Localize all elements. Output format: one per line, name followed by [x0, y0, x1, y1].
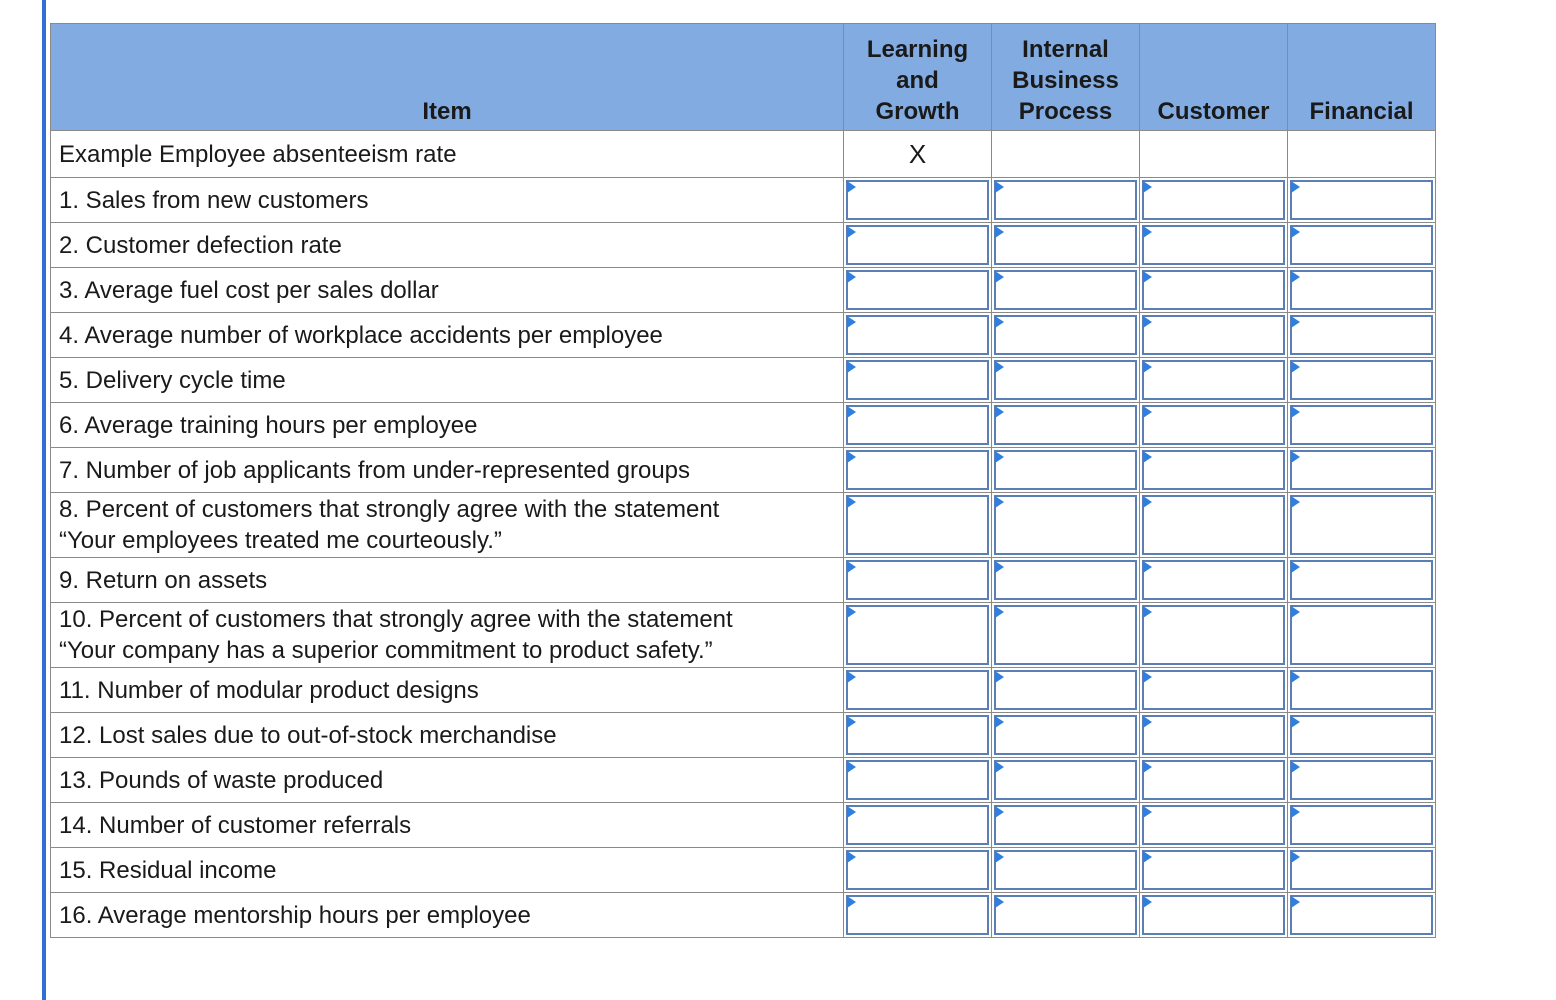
table-row [51, 493, 1436, 558]
item-label-line: 3. Average fuel cost per sales dollar [59, 276, 439, 304]
item-label [51, 848, 844, 893]
dropdown-marker-icon [847, 851, 856, 863]
dropdown-marker-icon [995, 561, 1004, 573]
dropdown-marker-icon [1143, 181, 1152, 193]
example-row-financial-empty [1288, 131, 1436, 178]
item-label [51, 803, 844, 848]
table-body [51, 131, 1436, 938]
dropdown-marker-icon [995, 226, 1004, 238]
dropdown-input-internal[interactable] [994, 405, 1137, 445]
header-learning-line-1: Learning [866, 36, 969, 63]
dropdown-marker-icon [1291, 271, 1300, 283]
cell-financial [1288, 268, 1436, 313]
dropdown-input-internal[interactable] [994, 180, 1137, 220]
dropdown-marker-icon [1291, 316, 1300, 328]
table-row [51, 603, 1436, 668]
header-financial: Financial [1288, 24, 1436, 131]
cell-internal [992, 848, 1140, 893]
cell-learning [844, 758, 992, 803]
item-label [51, 223, 844, 268]
header-learning-and-growth [844, 24, 992, 131]
dropdown-marker-icon [995, 806, 1004, 818]
dropdown-input-customer[interactable] [1142, 405, 1285, 445]
cell-internal [992, 713, 1140, 758]
dropdown-marker-icon [1143, 496, 1152, 508]
dropdown-input-customer[interactable] [1142, 805, 1285, 845]
cell-learning [844, 893, 992, 938]
cell-internal [992, 603, 1140, 668]
cell-customer [1140, 358, 1288, 403]
dropdown-input-learning[interactable] [846, 225, 989, 265]
dropdown-marker-icon [1143, 761, 1152, 773]
example-row-customer-empty [1140, 131, 1288, 178]
item-label-line: “Your employees treated me courteously.” [59, 527, 502, 554]
dropdown-marker-icon [847, 226, 856, 238]
cell-internal [992, 668, 1140, 713]
item-label [51, 403, 844, 448]
cell-customer [1140, 448, 1288, 493]
table-row [51, 358, 1436, 403]
dropdown-input-financial[interactable] [1290, 225, 1433, 265]
example-row-label: Example Employee absenteeism rate [51, 131, 844, 178]
dropdown-marker-icon [995, 316, 1004, 328]
dropdown-input-learning[interactable] [846, 560, 989, 600]
header-internal-line-1: Internal [1022, 36, 1109, 63]
dropdown-marker-icon [995, 851, 1004, 863]
cell-customer [1140, 803, 1288, 848]
dropdown-input-customer[interactable] [1142, 360, 1285, 400]
item-label-line: 10. Percent of customers that strongly agree with the statement [59, 606, 733, 633]
example-row-learning-mark: X [844, 131, 992, 178]
dropdown-input-internal[interactable] [994, 560, 1137, 600]
item-label-line: 16. Average mentorship hours per employee [59, 901, 531, 929]
dropdown-input-customer[interactable] [1142, 850, 1285, 890]
cell-internal [992, 893, 1140, 938]
dropdown-marker-icon [1291, 606, 1300, 618]
dropdown-marker-icon [847, 716, 856, 728]
dropdown-input-customer[interactable] [1142, 670, 1285, 710]
table-row [51, 313, 1436, 358]
dropdown-marker-icon [847, 406, 856, 418]
dropdown-marker-icon [995, 451, 1004, 463]
dropdown-input-internal[interactable] [994, 225, 1137, 265]
dropdown-input-learning[interactable] [846, 405, 989, 445]
item-label [51, 493, 844, 558]
dropdown-input-customer[interactable] [1142, 270, 1285, 310]
item-label [51, 358, 844, 403]
dropdown-marker-icon [847, 271, 856, 283]
dropdown-marker-icon [1143, 561, 1152, 573]
cell-financial [1288, 448, 1436, 493]
cell-learning [844, 178, 992, 223]
table-row [51, 178, 1436, 223]
cell-financial [1288, 803, 1436, 848]
dropdown-marker-icon [995, 271, 1004, 283]
cell-financial [1288, 358, 1436, 403]
item-label [51, 558, 844, 603]
dropdown-marker-icon [1143, 606, 1152, 618]
cell-financial [1288, 713, 1436, 758]
dropdown-input-learning[interactable] [846, 270, 989, 310]
item-label [51, 893, 844, 938]
cell-customer [1140, 403, 1288, 448]
item-label-line: 15. Residual income [59, 856, 277, 884]
dropdown-input-learning[interactable] [846, 360, 989, 400]
dropdown-marker-icon [847, 496, 856, 508]
example-row [51, 131, 1436, 178]
cell-financial [1288, 603, 1436, 668]
cell-learning [844, 403, 992, 448]
dropdown-input-learning[interactable] [846, 895, 989, 935]
cell-internal [992, 178, 1140, 223]
dropdown-input-financial[interactable] [1290, 805, 1433, 845]
cell-financial [1288, 493, 1436, 558]
item-label-line: 1. Sales from new customers [59, 186, 369, 214]
cell-learning [844, 603, 992, 668]
cell-customer [1140, 668, 1288, 713]
dropdown-marker-icon [995, 671, 1004, 683]
cell-learning [844, 313, 992, 358]
cell-financial [1288, 668, 1436, 713]
dropdown-marker-icon [1143, 316, 1152, 328]
table-row [51, 448, 1436, 493]
cell-financial [1288, 313, 1436, 358]
cell-internal [992, 223, 1140, 268]
dropdown-input-customer[interactable] [1142, 760, 1285, 800]
dropdown-marker-icon [1291, 761, 1300, 773]
table-row [51, 268, 1436, 313]
cell-customer [1140, 178, 1288, 223]
dropdown-input-internal[interactable] [994, 450, 1137, 490]
dropdown-marker-icon [1291, 671, 1300, 683]
dropdown-input-financial[interactable] [1290, 180, 1433, 220]
dropdown-marker-icon [847, 806, 856, 818]
cell-financial [1288, 893, 1436, 938]
dropdown-input-financial[interactable] [1290, 495, 1433, 555]
dropdown-input-internal[interactable] [994, 850, 1137, 890]
dropdown-marker-icon [1291, 406, 1300, 418]
item-label [51, 713, 844, 758]
header-learning-line-2: and [896, 67, 939, 94]
dropdown-marker-icon [1143, 851, 1152, 863]
table-row [51, 848, 1436, 893]
header-item: Item [51, 24, 844, 131]
dropdown-marker-icon [1143, 451, 1152, 463]
dropdown-input-financial[interactable] [1290, 270, 1433, 310]
dropdown-input-internal[interactable] [994, 760, 1137, 800]
dropdown-input-financial[interactable] [1290, 760, 1433, 800]
dropdown-marker-icon [995, 896, 1004, 908]
item-label [51, 448, 844, 493]
cell-financial [1288, 223, 1436, 268]
cell-customer [1140, 558, 1288, 603]
table-row [51, 758, 1436, 803]
dropdown-marker-icon [1291, 806, 1300, 818]
dropdown-marker-icon [1291, 716, 1300, 728]
table-header [51, 24, 1436, 131]
dropdown-marker-icon [995, 496, 1004, 508]
cell-learning [844, 558, 992, 603]
dropdown-input-learning[interactable] [846, 450, 989, 490]
dropdown-marker-icon [1143, 896, 1152, 908]
item-label [51, 313, 844, 358]
dropdown-marker-icon [995, 716, 1004, 728]
dropdown-input-internal[interactable] [994, 360, 1137, 400]
dropdown-input-learning[interactable] [846, 850, 989, 890]
dropdown-input-internal[interactable] [994, 805, 1137, 845]
dropdown-marker-icon [847, 561, 856, 573]
dropdown-input-customer[interactable] [1142, 315, 1285, 355]
cell-internal [992, 268, 1140, 313]
table-row [51, 713, 1436, 758]
cell-customer [1140, 603, 1288, 668]
item-label [51, 758, 844, 803]
dropdown-input-customer[interactable] [1142, 715, 1285, 755]
cell-learning [844, 848, 992, 893]
dropdown-input-financial[interactable] [1290, 405, 1433, 445]
table-row [51, 223, 1436, 268]
table-row [51, 668, 1436, 713]
dropdown-input-internal[interactable] [994, 315, 1137, 355]
cell-internal [992, 558, 1140, 603]
cell-internal [992, 313, 1140, 358]
dropdown-input-internal[interactable] [994, 670, 1137, 710]
item-label-line: 11. Number of modular product designs [59, 676, 479, 704]
dropdown-marker-icon [1291, 896, 1300, 908]
cell-learning [844, 223, 992, 268]
dropdown-marker-icon [847, 606, 856, 618]
dropdown-input-internal[interactable] [994, 605, 1137, 665]
item-label-line: 4. Average number of workplace accidents per employee [59, 321, 663, 349]
cell-internal [992, 803, 1140, 848]
dropdown-input-financial[interactable] [1290, 360, 1433, 400]
dropdown-marker-icon [995, 761, 1004, 773]
cell-financial [1288, 558, 1436, 603]
dropdown-marker-icon [1143, 671, 1152, 683]
cell-customer [1140, 758, 1288, 803]
dropdown-marker-icon [1143, 226, 1152, 238]
cell-financial [1288, 758, 1436, 803]
item-label-line: 6. Average training hours per employee [59, 411, 478, 439]
header-internal-business-process [992, 24, 1140, 131]
dropdown-marker-icon [1291, 851, 1300, 863]
item-label-line: “Your company has a superior commitment to product safety.” [59, 637, 713, 664]
cell-customer [1140, 893, 1288, 938]
dropdown-marker-icon [1143, 406, 1152, 418]
cell-customer [1140, 313, 1288, 358]
dropdown-marker-icon [1143, 806, 1152, 818]
table-row [51, 803, 1436, 848]
cell-financial [1288, 178, 1436, 223]
dropdown-input-customer[interactable] [1142, 225, 1285, 265]
dropdown-input-customer[interactable] [1142, 560, 1285, 600]
dropdown-input-financial[interactable] [1290, 315, 1433, 355]
dropdown-input-customer[interactable] [1142, 180, 1285, 220]
dropdown-marker-icon [1143, 361, 1152, 373]
cell-customer [1140, 493, 1288, 558]
left-accent-bar [42, 0, 46, 1000]
cell-internal [992, 358, 1140, 403]
dropdown-marker-icon [1291, 361, 1300, 373]
dropdown-input-learning[interactable] [846, 805, 989, 845]
dropdown-input-financial[interactable] [1290, 850, 1433, 890]
cell-internal [992, 758, 1140, 803]
dropdown-input-internal[interactable] [994, 895, 1137, 935]
dropdown-input-learning[interactable] [846, 495, 989, 555]
dropdown-marker-icon [1291, 496, 1300, 508]
item-label-line: 13. Pounds of waste produced [59, 766, 384, 794]
dropdown-marker-icon [995, 606, 1004, 618]
dropdown-marker-icon [847, 316, 856, 328]
item-label [51, 178, 844, 223]
dropdown-input-financial[interactable] [1290, 715, 1433, 755]
dropdown-input-learning[interactable] [846, 180, 989, 220]
cell-financial [1288, 403, 1436, 448]
header-internal-line-3: Process [1018, 98, 1113, 125]
dropdown-input-financial[interactable] [1290, 450, 1433, 490]
dropdown-marker-icon [847, 361, 856, 373]
item-label-line: 9. Return on assets [59, 566, 268, 594]
balanced-scorecard-table [50, 23, 1436, 938]
dropdown-marker-icon [1291, 561, 1300, 573]
dropdown-marker-icon [995, 361, 1004, 373]
cell-financial [1288, 848, 1436, 893]
example-row-internal-empty [992, 131, 1140, 178]
item-label-line: 12. Lost sales due to out-of-stock merchandise [59, 721, 557, 749]
header-customer: Customer [1140, 24, 1288, 131]
dropdown-input-internal[interactable] [994, 715, 1137, 755]
cell-learning [844, 668, 992, 713]
cell-learning [844, 358, 992, 403]
dropdown-input-financial[interactable] [1290, 560, 1433, 600]
dropdown-marker-icon [1291, 181, 1300, 193]
dropdown-input-learning[interactable] [846, 670, 989, 710]
cell-learning [844, 448, 992, 493]
dropdown-input-customer[interactable] [1142, 605, 1285, 665]
dropdown-marker-icon [1291, 226, 1300, 238]
header-internal-line-2: Business [1012, 67, 1119, 94]
item-label-line: 14. Number of customer referrals [59, 811, 412, 839]
dropdown-input-learning[interactable] [846, 605, 989, 665]
dropdown-marker-icon [847, 671, 856, 683]
header-learning-line-3: Growth [875, 98, 960, 125]
cell-internal [992, 448, 1140, 493]
dropdown-input-learning[interactable] [846, 715, 989, 755]
dropdown-marker-icon [995, 406, 1004, 418]
dropdown-input-learning[interactable] [846, 315, 989, 355]
cell-internal [992, 493, 1140, 558]
table-row [51, 893, 1436, 938]
dropdown-input-learning[interactable] [846, 760, 989, 800]
dropdown-input-internal[interactable] [994, 495, 1137, 555]
dropdown-marker-icon [1143, 271, 1152, 283]
dropdown-marker-icon [995, 181, 1004, 193]
item-label [51, 268, 844, 313]
dropdown-input-internal[interactable] [994, 270, 1137, 310]
cell-learning [844, 268, 992, 313]
dropdown-input-financial[interactable] [1290, 605, 1433, 665]
dropdown-input-financial[interactable] [1290, 670, 1433, 710]
item-label-line: 5. Delivery cycle time [59, 366, 286, 394]
dropdown-input-customer[interactable] [1142, 895, 1285, 935]
dropdown-marker-icon [1291, 451, 1300, 463]
dropdown-marker-icon [847, 761, 856, 773]
cell-customer [1140, 223, 1288, 268]
cell-customer [1140, 713, 1288, 758]
item-label-line: 2. Customer defection rate [59, 231, 342, 259]
cell-internal [992, 403, 1140, 448]
cell-learning [844, 713, 992, 758]
dropdown-marker-icon [847, 451, 856, 463]
item-label [51, 668, 844, 713]
item-label-line: 7. Number of job applicants from under-represented groups [59, 456, 691, 484]
cell-learning [844, 803, 992, 848]
dropdown-input-financial[interactable] [1290, 895, 1433, 935]
item-label [51, 603, 844, 668]
table-row [51, 403, 1436, 448]
dropdown-input-customer[interactable] [1142, 450, 1285, 490]
item-label-line: 8. Percent of customers that strongly agree with the statement [59, 496, 720, 523]
dropdown-marker-icon [847, 181, 856, 193]
dropdown-marker-icon [1143, 716, 1152, 728]
table-row [51, 558, 1436, 603]
cell-customer [1140, 268, 1288, 313]
dropdown-marker-icon [847, 896, 856, 908]
cell-learning [844, 493, 992, 558]
dropdown-input-customer[interactable] [1142, 495, 1285, 555]
cell-customer [1140, 848, 1288, 893]
